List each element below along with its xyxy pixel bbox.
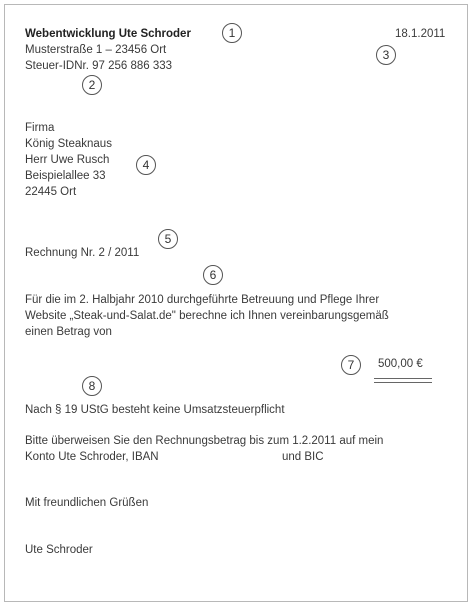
- closing-greeting: Mit freundlichen Grüßen: [25, 497, 149, 509]
- recipient-line: Beispielallee 33: [25, 170, 106, 182]
- body-text-line: einen Betrag von: [25, 326, 112, 338]
- recipient-line: 22445 Ort: [25, 186, 77, 198]
- annotation-marker-6: 6: [203, 265, 223, 285]
- payment-line: Bitte überweisen Sie den Rechnungsbetrag bis zum 1.2.2011 auf mein: [25, 435, 384, 447]
- invoice-title: Rechnung Nr. 2 / 2011: [25, 247, 140, 259]
- annotation-marker-4: 4: [136, 155, 156, 175]
- annotation-marker-1: 1: [222, 23, 242, 43]
- payment-line-bic: und BIC: [282, 451, 324, 463]
- recipient-line: Herr Uwe Rusch: [25, 154, 110, 166]
- invoice-amount: 500,00 €: [378, 358, 423, 370]
- sender-name: Webentwicklung Ute Schroder: [25, 28, 191, 40]
- annotation-marker-7: 7: [341, 355, 361, 375]
- tax-note: Nach § 19 UStG besteht keine Umsatzsteuerpflicht: [25, 404, 285, 416]
- amount-double-underline: [374, 378, 432, 383]
- sender-tax-id: Steuer-IDNr. 97 256 886 333: [25, 60, 173, 72]
- annotation-marker-2: 2: [82, 75, 102, 95]
- invoice-date: 18.1.2011: [395, 28, 446, 40]
- annotation-marker-8: 8: [82, 376, 102, 396]
- body-text-line: Für die im 2. Halbjahr 2010 durchgeführte Betreuung und Pflege Ihrer: [25, 294, 380, 306]
- sender-street: Musterstraße 1 – 23456 Ort: [25, 44, 167, 56]
- body-text-line: Website „Steak-und-Salat.de" berechne ich Ihnen vereinbarungsgemäß: [25, 310, 389, 322]
- annotation-marker-5: 5: [158, 229, 178, 249]
- payment-line-iban: Konto Ute Schroder, IBAN: [25, 451, 159, 463]
- recipient-line: Firma: [25, 122, 55, 134]
- signature-name: Ute Schroder: [25, 544, 93, 556]
- recipient-line: König Steaknaus: [25, 138, 112, 150]
- annotation-marker-3: 3: [376, 45, 396, 65]
